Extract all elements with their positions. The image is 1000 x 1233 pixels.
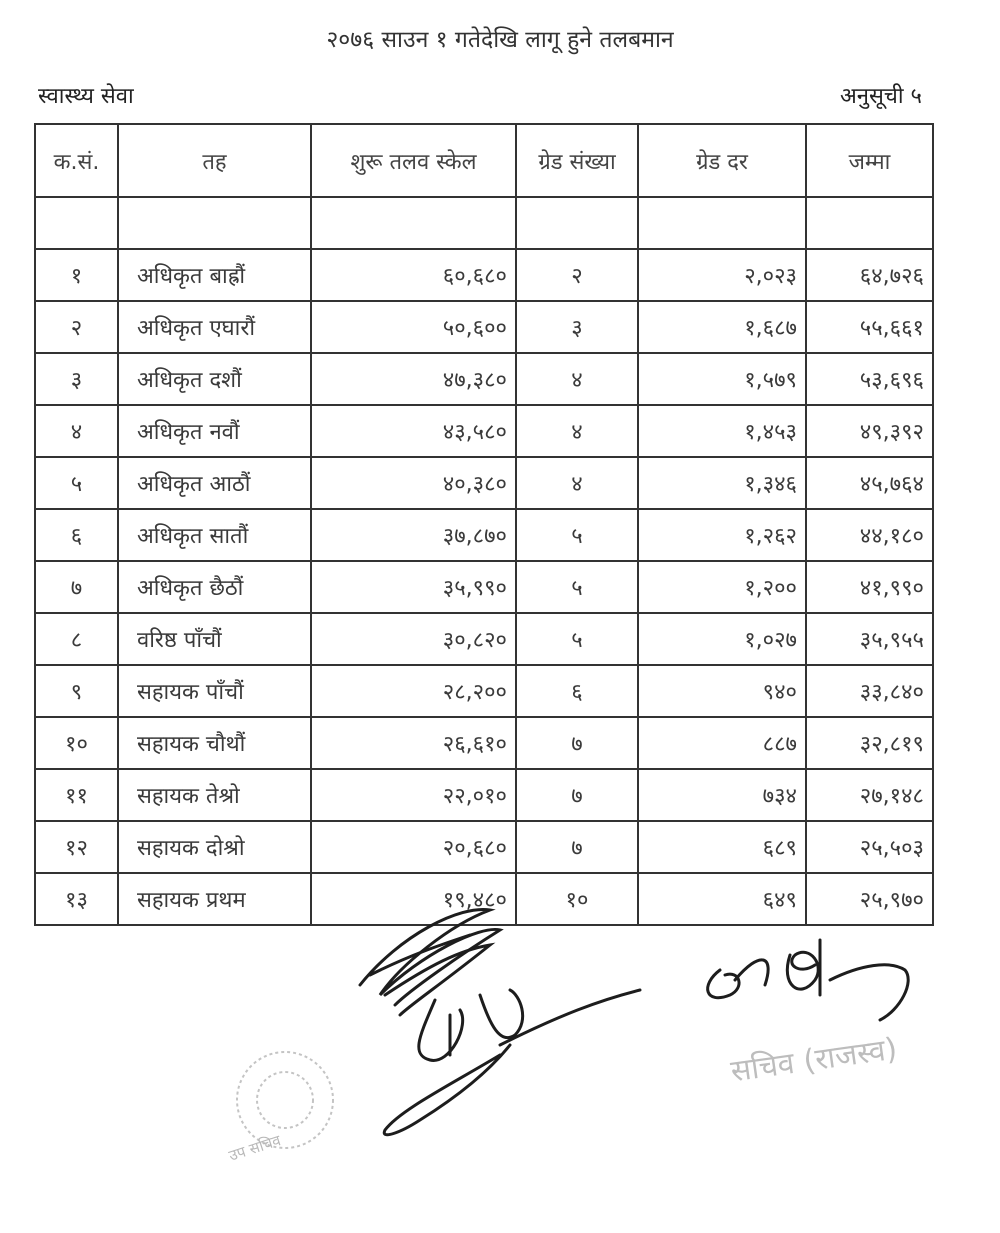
cell-start-scale: ४७,३८० (311, 353, 516, 405)
cell-level: सहायक प्रथम (118, 873, 311, 925)
cell-grade-count: ५ (516, 561, 638, 613)
cell-level: वरिष्ठ पाँचौं (118, 613, 311, 665)
table-row (35, 301, 933, 353)
cell-sn: ५ (35, 457, 118, 509)
cell-level: सहायक पाँचौं (118, 665, 311, 717)
gap-cell (638, 197, 806, 249)
cell-sn: ७ (35, 561, 118, 613)
table-row (35, 405, 933, 457)
cell-level: अधिकृत सातौं (118, 509, 311, 561)
cell-total: ६४,७२६ (806, 249, 933, 301)
gap-cell (118, 197, 311, 249)
cell-grade-rate: १,२६२ (638, 509, 806, 561)
table-header-row (35, 124, 933, 197)
signature-1-icon (340, 895, 660, 1145)
cell-grade-count: ७ (516, 769, 638, 821)
cell-total: ४५,७६४ (806, 457, 933, 509)
cell-grade-rate: ६४९ (638, 873, 806, 925)
cell-grade-count: ७ (516, 717, 638, 769)
cell-start-scale: ३०,८२० (311, 613, 516, 665)
cell-grade-rate: १,३४६ (638, 457, 806, 509)
header-grade-rate: ग्रेड दर (638, 124, 806, 197)
cell-sn: २ (35, 301, 118, 353)
cell-grade-count: ७ (516, 821, 638, 873)
cell-grade-rate: ७३४ (638, 769, 806, 821)
cell-grade-count: ४ (516, 457, 638, 509)
table-row (35, 769, 933, 821)
cell-total: २५,९७० (806, 873, 933, 925)
cell-grade-count: ४ (516, 405, 638, 457)
gap-cell (35, 197, 118, 249)
gap-cell (516, 197, 638, 249)
cell-sn: १० (35, 717, 118, 769)
table-row (35, 613, 933, 665)
cell-start-scale: १९,४८० (311, 873, 516, 925)
cell-total: २५,५०३ (806, 821, 933, 873)
cell-grade-count: २ (516, 249, 638, 301)
cell-level: सहायक चौथौं (118, 717, 311, 769)
table-row (35, 509, 933, 561)
cell-start-scale: २६,६१० (311, 717, 516, 769)
cell-level: अधिकृत दशौं (118, 353, 311, 405)
cell-grade-rate: १,२०० (638, 561, 806, 613)
cell-sn: १२ (35, 821, 118, 873)
cell-total: ३२,८१९ (806, 717, 933, 769)
cell-grade-rate: ९४० (638, 665, 806, 717)
cell-sn: ९ (35, 665, 118, 717)
cell-grade-rate: २,०२३ (638, 249, 806, 301)
cell-level: सहायक दोश्रो (118, 821, 311, 873)
cell-sn: ३ (35, 353, 118, 405)
table-body (35, 197, 933, 925)
cell-sn: ६ (35, 509, 118, 561)
cell-grade-rate: ६८९ (638, 821, 806, 873)
cell-level: अधिकृत आठौं (118, 457, 311, 509)
office-seal (210, 1045, 360, 1155)
cell-sn: १३ (35, 873, 118, 925)
header-grade-count: ग्रेड संख्या (516, 124, 638, 197)
cell-start-scale: ४३,५८० (311, 405, 516, 457)
cell-start-scale: २८,२०० (311, 665, 516, 717)
cell-start-scale: ३७,८७० (311, 509, 516, 561)
cell-sn: ११ (35, 769, 118, 821)
table-row (35, 249, 933, 301)
cell-sn: ४ (35, 405, 118, 457)
cell-grade-rate: १,०२७ (638, 613, 806, 665)
cell-grade-count: ५ (516, 613, 638, 665)
cell-total: ४९,३९२ (806, 405, 933, 457)
cell-total: ५५,६६१ (806, 301, 933, 353)
cell-grade-count: ५ (516, 509, 638, 561)
signature-2-icon (690, 910, 930, 1030)
cell-level: अधिकृत नवौं (118, 405, 311, 457)
cell-grade-rate: १,६८७ (638, 301, 806, 353)
cell-total: २७,१४८ (806, 769, 933, 821)
document-title: २०७६ साउन १ गतेदेखि लागू हुने तलबमान (326, 27, 674, 53)
cell-total: ४४,१८० (806, 509, 933, 561)
cell-total: ३५,९५५ (806, 613, 933, 665)
cell-start-scale: ५०,६०० (311, 301, 516, 353)
cell-start-scale: २२,०१० (311, 769, 516, 821)
cell-grade-rate: १,५७९ (638, 353, 806, 405)
cell-level: अधिकृत छैठौं (118, 561, 311, 613)
cell-start-scale: ४०,३८० (311, 457, 516, 509)
table-row (35, 665, 933, 717)
signature-2 (690, 910, 930, 1030)
cell-sn: १ (35, 249, 118, 301)
header-start-scale: शुरू तलव स्केल (311, 124, 516, 197)
gap-cell (806, 197, 933, 249)
cell-grade-count: १० (516, 873, 638, 925)
cell-grade-count: ३ (516, 301, 638, 353)
signature-1 (340, 895, 660, 1145)
salary-table (34, 123, 934, 926)
cell-total: ३३,८४० (806, 665, 933, 717)
header-sn: क.सं. (35, 124, 118, 197)
seal-icon (210, 1045, 360, 1155)
table-gap-row (35, 197, 933, 249)
cell-start-scale: ३५,९९० (311, 561, 516, 613)
department-label: स्वास्थ्य सेवा (38, 84, 134, 109)
schedule-label: अनुसूची ५ (840, 84, 922, 109)
gap-cell (311, 197, 516, 249)
secretary-label: सचिव (राजस्व) (728, 1031, 900, 1090)
cell-level: अधिकृत बाह्रौं (118, 249, 311, 301)
header-level: तह (118, 124, 311, 197)
table-row (35, 353, 933, 405)
table-row (35, 717, 933, 769)
cell-level: अधिकृत एघारौं (118, 301, 311, 353)
cell-total: ५३,६९६ (806, 353, 933, 405)
cell-grade-rate: ८८७ (638, 717, 806, 769)
cell-start-scale: २०,६८० (311, 821, 516, 873)
table-row (35, 561, 933, 613)
cell-grade-rate: १,४५३ (638, 405, 806, 457)
cell-total: ४१,९९० (806, 561, 933, 613)
cell-grade-count: ६ (516, 665, 638, 717)
cell-start-scale: ६०,६८० (311, 249, 516, 301)
table-row (35, 457, 933, 509)
cell-level: सहायक तेश्रो (118, 769, 311, 821)
seal-text: उप सचिव (226, 1131, 283, 1165)
header-total: जम्मा (806, 124, 933, 197)
cell-sn: ८ (35, 613, 118, 665)
table-row (35, 821, 933, 873)
cell-grade-count: ४ (516, 353, 638, 405)
